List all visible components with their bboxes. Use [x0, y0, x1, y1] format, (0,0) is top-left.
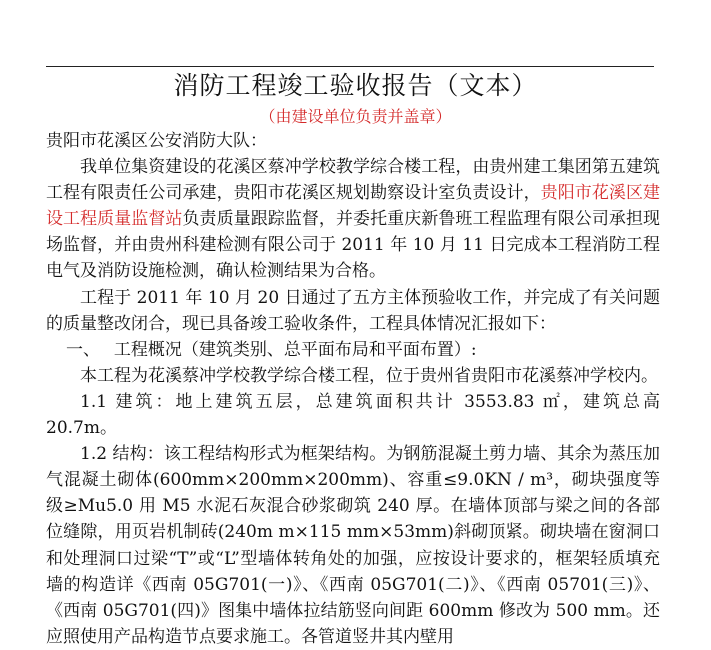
intro-text-1: 我单位集资建设的花溪区蔡冲学校教学综合楼工程，由贵州建工集团第五建筑工程有限责任公司承建，贵阳市花溪区规划勘察设计室负责设计， — [46, 157, 660, 204]
item-building: 1.1 建筑：地上建筑五层，总建筑面积共计 3553.83 ㎡，建筑总高 20.7m。 — [46, 391, 660, 439]
document-title: 消防工程竣工验收报告（文本） — [173, 71, 538, 100]
intro-text-2: 负责质量跟踪监督，并委托重庆新鲁班工程监理有限公司承担现场监督，并由贵州科建检测有限公司于 2011 年 10 月 11 日完成本工程消防工程电气及消防设施检测，确认检测结果为合格。 — [46, 209, 661, 282]
document-subtitle: （由建设单位负责并盖章） — [259, 107, 452, 126]
addressee: 贵阳市花溪区公安消防大队： — [46, 131, 267, 151]
intro-paragraph — [46, 154, 660, 284]
section-heading-overview: 一、 工程概况（建筑类别、总平面布局和平面布置）: — [66, 339, 477, 360]
supervision-station-highlight: 贵阳市花溪区建设工程质量监督站 — [46, 183, 660, 230]
item-structure: 1.2 结构：该工程结构形式为框架结构。为钢筋混凝土剪力墙、其余为蒸压加气混凝土砌体(600mm×200mm×200mm)、容重≤9.0KN / m³，砌块强度等级≥Mu5.0 用 M5 水泥石灰混合砂浆砌筑 240 厚。在墙体顶部与梁之间的各部位缝隙，用页岩机制砖(240m m×115 mm×53mm)斜砌顶紧。砌块墙在窗洞口和处理洞口过梁“T”或“L”型墙体转角处的加强，应按设计要求的，框架轻质填充墙的构造详《西南 05G701(一)》、《西南 05G701(二)》、《西南 05701(三)》、《西南 05G701(四)》图集中墙体拉结筋竖向间距 600mm 修改为 500 mm。还应照使用产品构造节点要求施工。各管道竖井其内壁用 — [46, 444, 660, 647]
header-rule — [46, 66, 654, 67]
pre-acceptance-paragraph: 工程于 2011 年 10 月 20 日通过了五方主体预验收工作，并完成了有关问题的质量整改闭合，现已具备竣工验收条件，工程具体情况汇报如下： — [46, 287, 660, 334]
overview-paragraph: 本工程为花溪蔡冲学校教学综合楼工程，位于贵州省贵阳市花溪蔡冲学校内。 — [80, 365, 658, 386]
document-body — [46, 128, 660, 650]
